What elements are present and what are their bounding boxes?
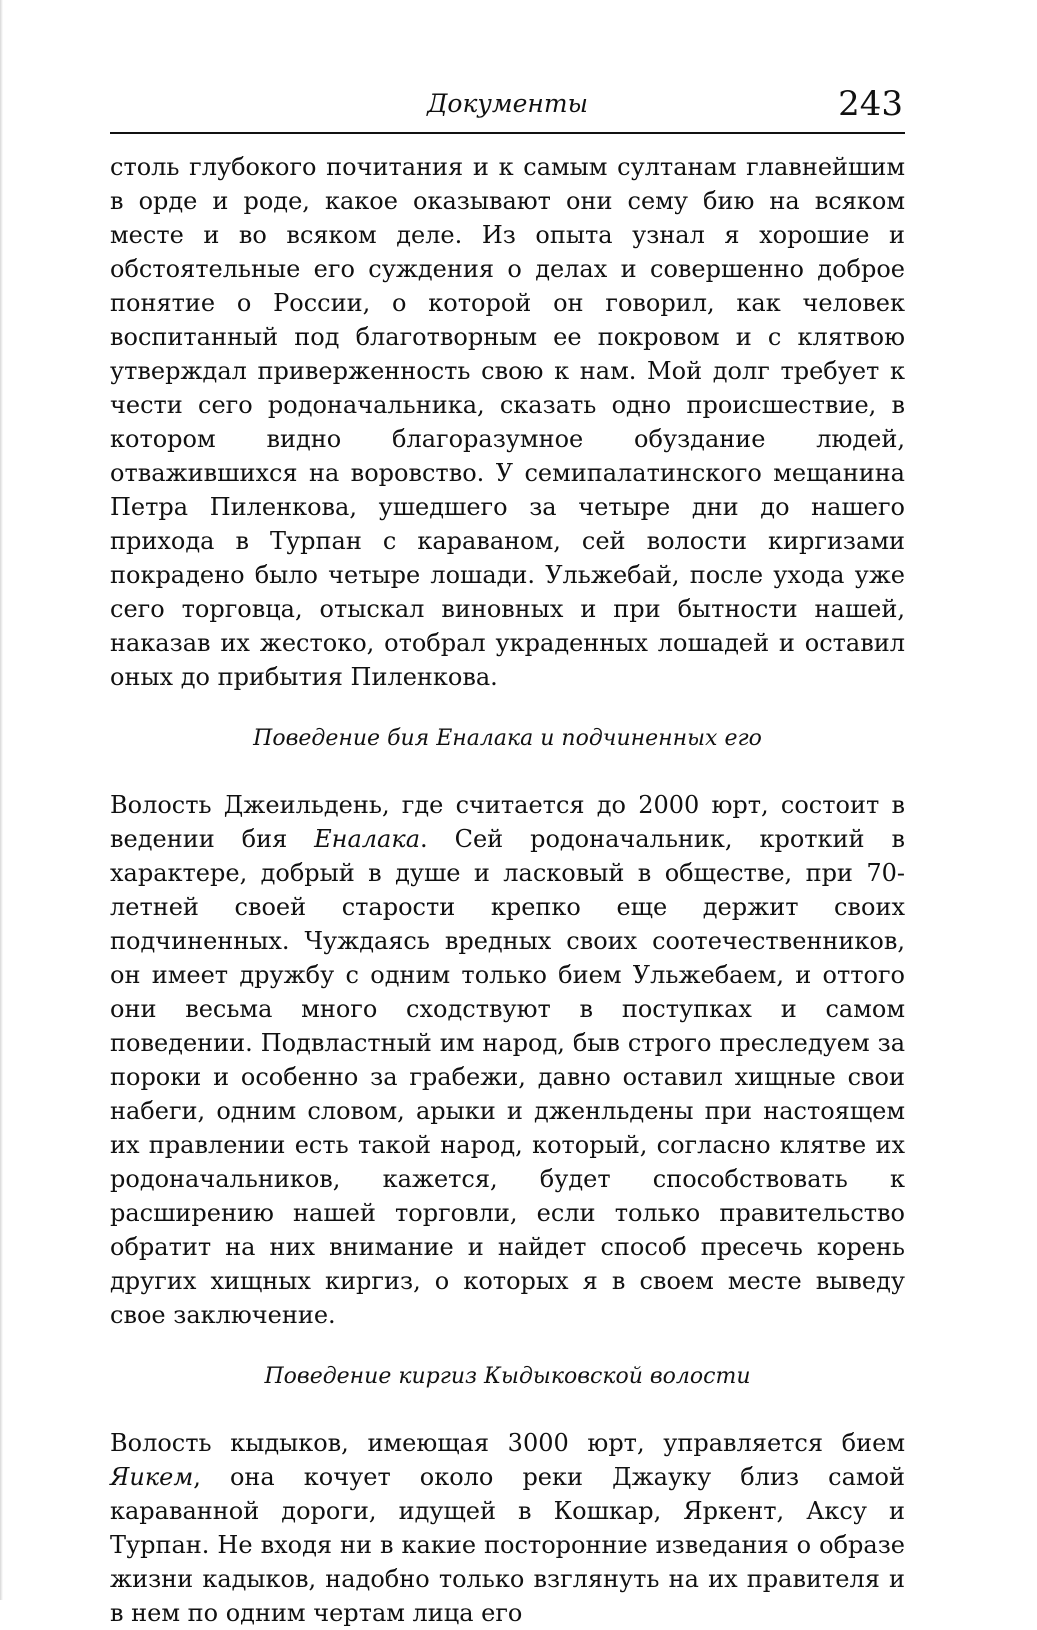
paragraph-2	[110, 788, 905, 1332]
paragraph-3	[110, 1426, 905, 1630]
section-heading-enalak: Поведение бия Еналака и подчиненных его	[253, 726, 762, 751]
paragraph-1: столь глубокого почитания и к самым султанам главнейшим в орде и роде, какое оказывают они сему бию на всяком месте и во всяком деле. Из опыта узнал я хорошие и обстоятельные его суждения о делах и совершенно доброе понятие о России, о которой он говорил, как человек воспитанный под благотворным ее покровом и с клятвою утверждал приверженность свою к нам. Мой долг требует к чести сего родоначальника, сказать одно происшествие, в котором видно благоразумное обуздание людей, отважившихся на воровство. У семипалатинского мещанина Петра Пиленкова, ушедшего за четыре дни до нашего прихода в Турпан с караваном, сей волости киргизами покрадено было четыре лошади. Ульжебай, после ухода уже сего торговца, отыскал виновных и при бытности нашей, наказав их жестоко, отобрал украденных лошадей и оставил оных до прибытия Пиленкова.	[110, 153, 905, 691]
paragraph-2-bi-name: Еналака	[314, 825, 421, 853]
page-edge-shadow	[0, 0, 3, 1600]
page-header	[110, 84, 905, 134]
paragraph-2-rest: . Сей родоначальник, кроткий в характере, добрый в душе и ласковый в обществе, при 70-летней своей старости крепко еще держит своих подчиненных. Чуждаясь вредных своих соотечественников, он имеет дружбу с одним только бием Ульжебаем, и оттого они весьма много сходствуют в поступках и самом поведении. Подвластный им народ, быв строго преследуем за пороки и особенно за грабежи, давно оставил хищные свои набеги, одним словом, арыки и дженльдены при настоящем их правлении есть такой народ, который, согласно клятве их родоначальников, кажется, будет способствовать к расширению нашей торговли, если только правительство обратит на них внимание и найдет способ пресечь корень других хищных киргиз, о которых я в своем месте выведу свое заключение.	[110, 825, 905, 1329]
page-number: 243	[838, 84, 903, 124]
paragraph-3-start: Волость кыдыков, имеющая 3000 юрт, управляется бием	[110, 1429, 905, 1457]
paragraph-3-bi-name: Яикем	[110, 1463, 194, 1491]
running-title: Документы	[427, 89, 588, 118]
paragraph-3-rest: , она кочует около реки Джауку близ самой караванной дороги, идущей в Кошкар, Яркент, Аксу и Турпан. Не входя ни в какие посторонние изведания о образе жизни кадыков, надобно только взглянуть на их правителя и в нем по одним чертам лица его	[110, 1463, 905, 1627]
section-heading-kydykov: Поведение киргиз Кыдыковской волости	[264, 1364, 751, 1389]
page-body	[110, 150, 905, 1630]
paragraph-2-start: Волость Джеильдень, где считается до 2000 юрт, состоит в ведении бия	[110, 791, 905, 853]
